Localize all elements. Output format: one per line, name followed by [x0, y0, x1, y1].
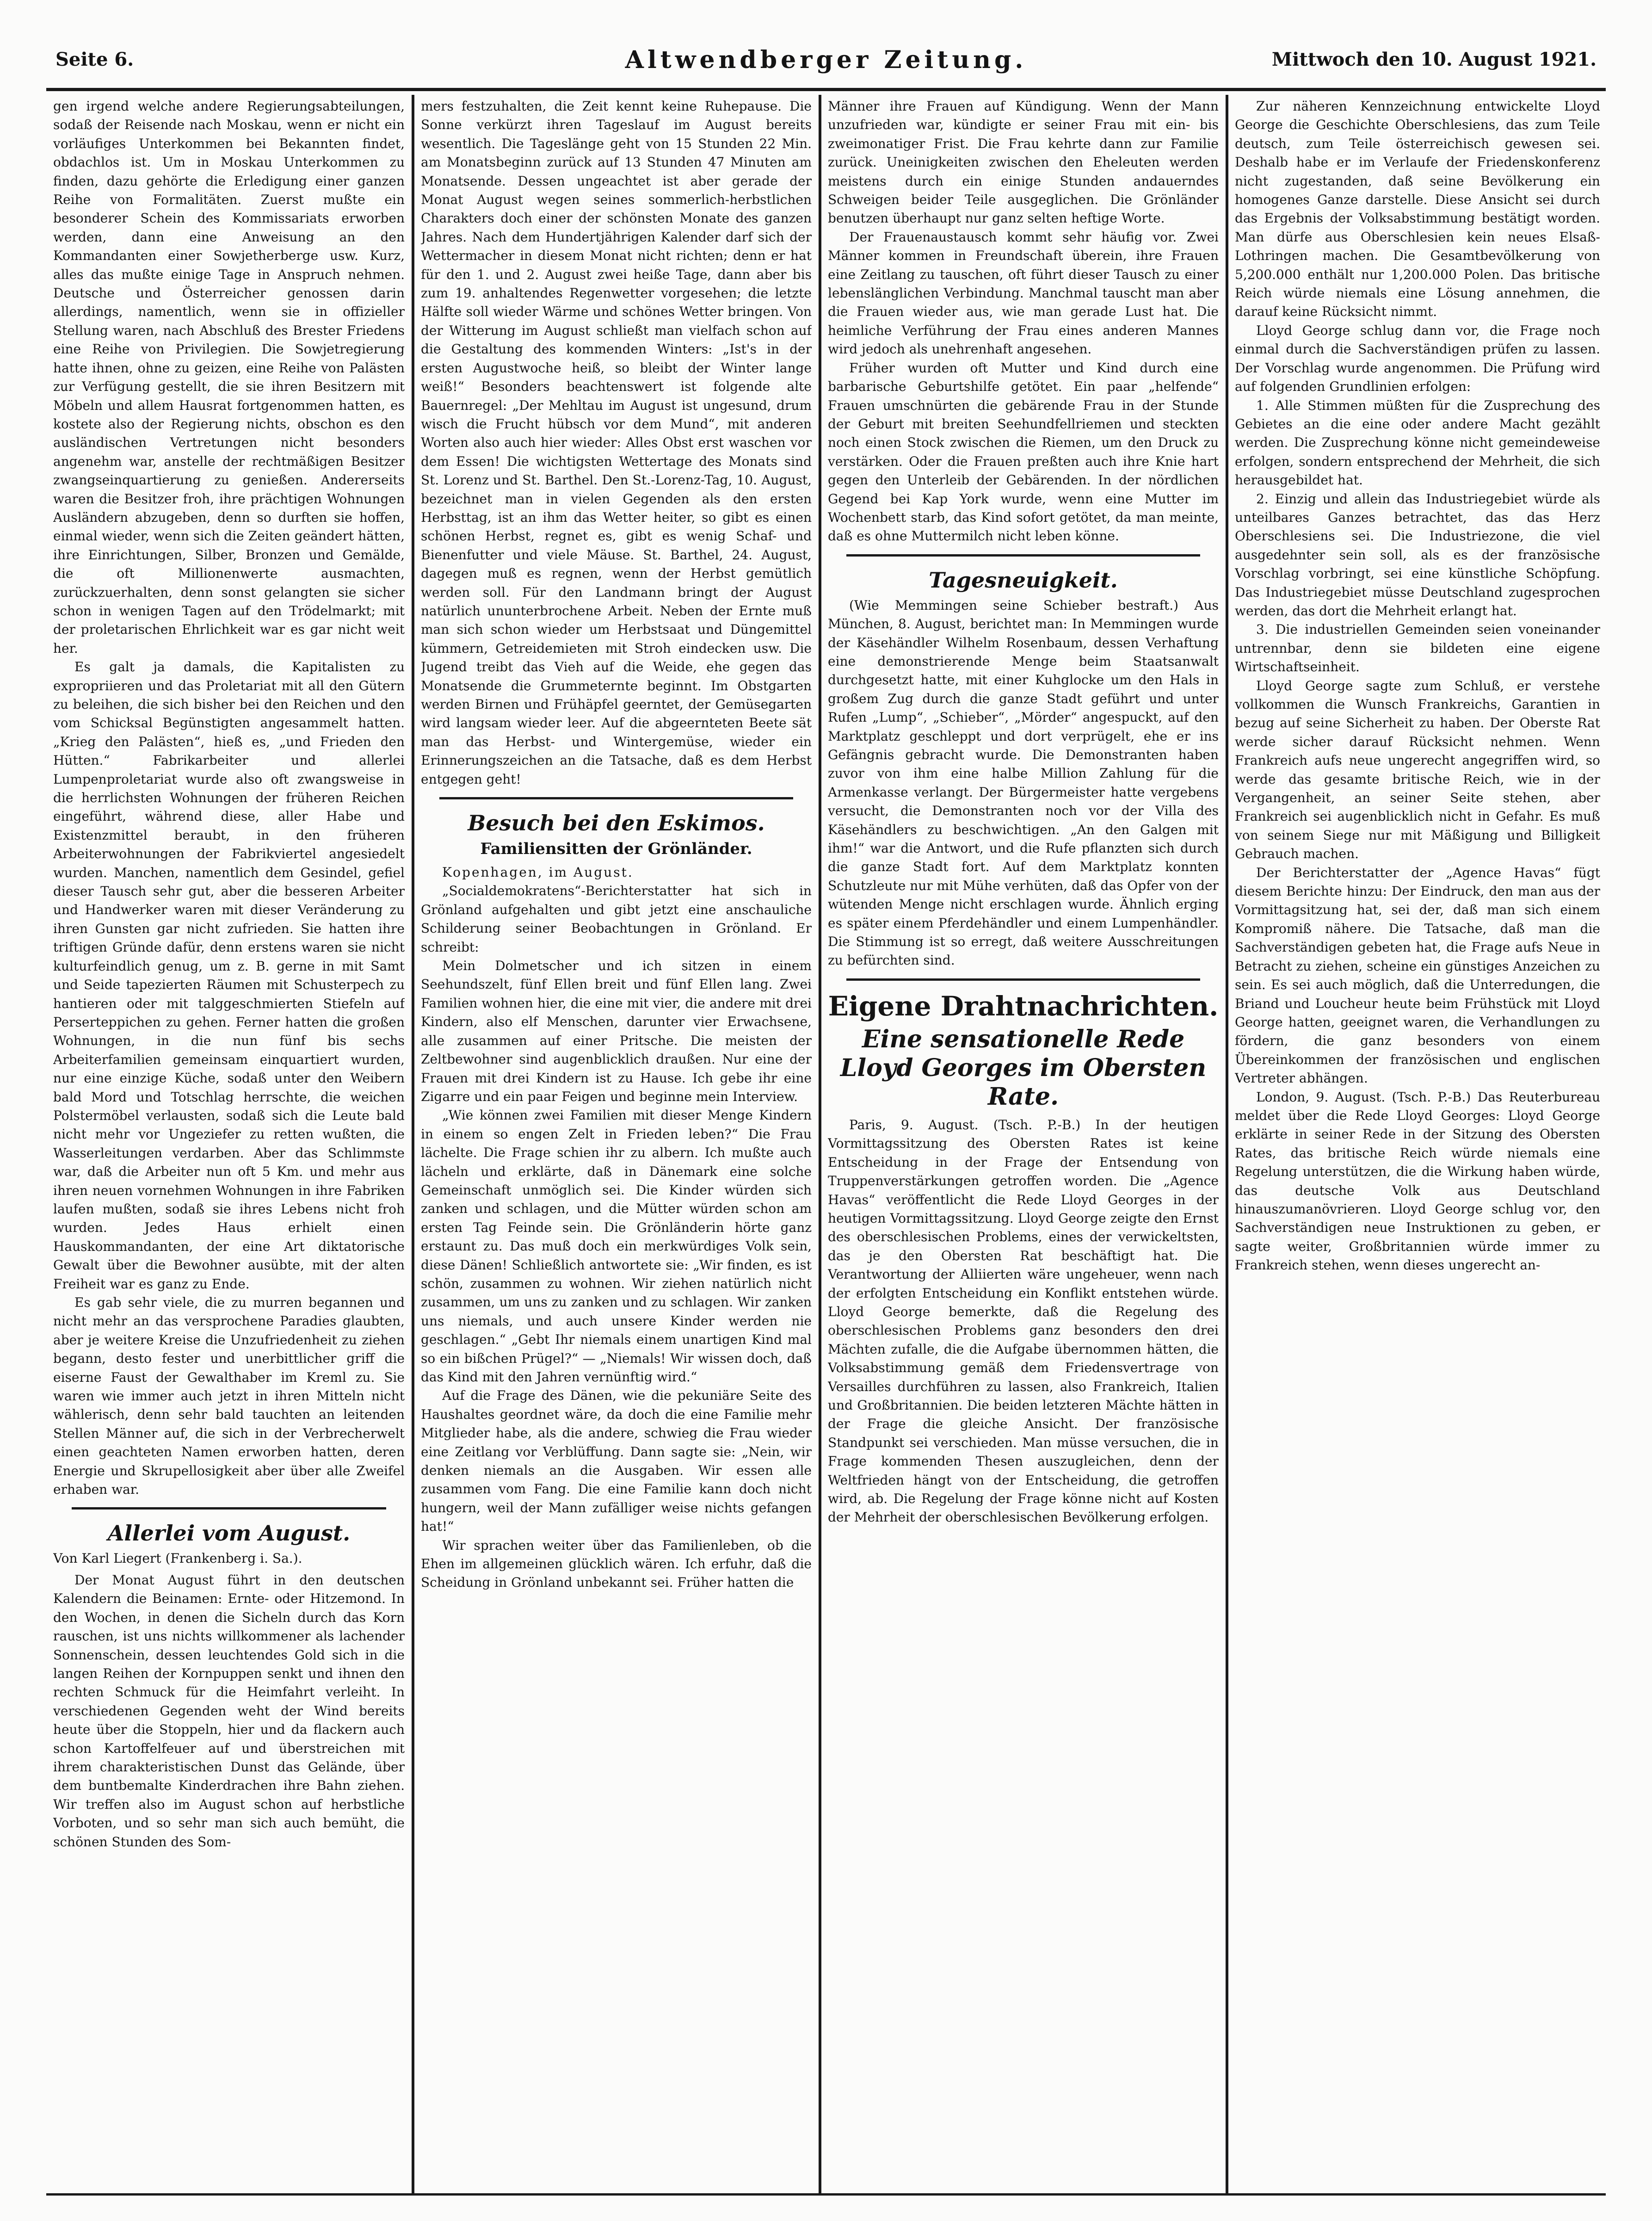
- headline-allerlei: Allerlei vom August.: [107, 1521, 351, 1546]
- section-rule: [439, 797, 793, 799]
- headline-eskimos: Besuch bei den Eskimos.: [468, 810, 765, 836]
- byline: Von Karl Liegert (Frankenberg i. Sa.).: [53, 1551, 302, 1566]
- article-paragraph: 3. Die industriellen Gemeinden seien voneinander untrennbar, denn sie bildeten eine eigene Wirtschaftseinheit.: [1235, 622, 1600, 675]
- article-paragraph: Lloyd George sagte zum Schluß, er verstehe vollkommen die Wunsch Frankreichs, Garantien in bezug auf seine Sicherheit zu haben. Der Oberste Rat werde sicher darauf Rücksicht nehmen. Wenn Frankreich aufs neue ungerecht angegriffen wird, so werde das gesamte britische Reich, wie in der Vergangenheit, an seiner Seite stehen, aber Frankreich sei augenblicklich nicht in Gefahr. Es muß von seinem Siege nur mit Mäßigung und Billigkeit Gebrauch machen.: [1235, 678, 1600, 862]
- section-rule: [846, 978, 1200, 981]
- column-3: [828, 97, 1219, 2193]
- dateline: Kopenhagen, im August.: [442, 865, 634, 880]
- issue-date: Mittwoch den 10. August 1921.: [1271, 49, 1597, 70]
- article-paragraph: Paris, 9. August. (Tsch. P.-B.) In der heutigen Vormittagssitzung des Obersten Rates ist keine Entscheidung in der Frage der Entsendung von Truppenverstärkungen getroffen worden. Die „Agence Havas“ veröffentlicht die Rede Lloyd Georges in der heutigen Vormittagssitzung. Lloyd George zeigte den Ernst des oberschlesischen Problems, eines der verwickeltsten, das je den Obersten Rat beschäftigt hat. Die Verantwortung der Alliierten wäre ungeheuer, wenn nach der erfolgten Entscheidung ein Konflikt entstehen würde. Lloyd George bemerkte, daß die Regelung des oberschlesischen Problems ganz besonders den drei Mächten zufalle, die die Aufgabe übernommen hätten, die Volksabstimmung gemäß dem Friedensvertrage von Versailles durchführen zu lassen, also Frankreich, Italien und Großbritannien. Die beiden letzteren Mächte hätten in der Frage die gleiche Ansicht. Der französische Standpunkt sei verschieden. Man müsse versuchen, die in Frage kommenden Thesen auszugleichen, denn der Weltfrieden hängt von der Entscheidung, die getroffen wird, ab. Die Regelung der Frage könne nicht auf Kosten der Mehrheit der oberschlesischen Bevölkerung erfolgen.: [828, 1117, 1219, 1525]
- article-paragraph: (Wie Memmingen seine Schieber bestraft.) Aus München, 8. August, berichtet man: In Memmingen wurde der Käsehändler Wilhelm Rosenbaum, dessen Verhaftung eine demonstrierende Menge beim Staatsanwalt durchgesetzt hatte, mit einer Kuhglocke um den Hals in großem Zug durch die ganze Stadt geführt und unter Rufen „Lump“, „Schieber“, „Mörder“ angespuckt, auf den Marktplatz geschleppt und dort verprügelt, ehe er ins Gefängnis gebracht wurde. Die Demonstranten haben zuvor von ihm eine halbe Million Zahlung für die Armenkasse verlangt. Der Bürgermeister hatte vergebens versucht, die Demonstranten noch vor der Villa des Käsehändlers zu beschwichtigen. „An den Galgen mit ihm!“ war die Antwort, und die Rufe pflanzten sich durch die ganze Stadt fort. Auf dem Marktplatz konnten Schutzleute nur mit Mühe verhüten, daß das Opfer von der wütenden Menge nicht erschlagen wurde. Ähnlich erging es später einem Pferdehändler und einem Lumpenhändler. Die Stimmung ist so erregt, daß weitere Ausschreitungen zu befürchten sind.: [828, 597, 1219, 968]
- article-paragraph: Der Frauenaustausch kommt sehr häufig vor. Zwei Männer kommen in Freundschaft überein, ihre Frauen eine Zeitlang zu tauschen, oft führt dieser Tausch zu einer lebenslänglichen Verbindung. Manchmal tauscht man aber die Frauen wieder aus, wie man gerade Lust hat. Die heimliche Verführung der Frau eines anderen Mannes wird jedoch als unehrenhaft angesehen.: [828, 229, 1219, 357]
- article-paragraph: Männer ihre Frauen auf Kündigung. Wenn der Mann unzufrieden war, kündigte er seiner Frau mit ein- bis zweimonatiger Frist. Die Frau kehrte dann zur Familie zurück. Uneinigkeiten zwischen den Eheleuten werden meistens durch ein einige Stunden andauerndes Schweigen beider Teile ausgeglichen. Die Grönländer benutzen überhaupt nur ganz selten heftige Worte.: [828, 99, 1219, 226]
- article-paragraph: „Socialdemokratens“-Berichterstatter hat sich in Grönland aufgehalten und gibt jetzt eine anschauliche Schilderung seiner Beobachtungen in Grönland. Er schreibt:: [421, 883, 812, 955]
- page-header: [55, 46, 1597, 76]
- page-number: Seite 6.: [55, 49, 134, 70]
- article-paragraph: mers festzuhalten, die Zeit kennt keine Ruhepause. Die Sonne verkürzt ihren Tageslauf im August bereits wesentlich. Die Tageslänge geht von 15 Stunden 22 Min. am Monatsbeginn zurück auf 13 Stunden 47 Minuten am Monatsende. Dessen ungeachtet ist aber gerade der Monat August wegen seines sommerlich-herbstlichen Charakters doch einer der schönsten Monate des ganzen Jahres. Nach dem Hundertjährigen Kalender darf sich der Wettermacher in diesem Monat nicht richten; denn er hat für den 1. und 2. August zwei heiße Tage, dann aber bis zum 19. anhaltendes Regenwetter vorgesehen; die letzte Hälfte soll wieder Wärme und schönes Wetter bringen. Von der Witterung im August schließt man vielfach schon auf die Gestaltung des kommenden Winters: „Ist's in der ersten Augustwoche heiß, so bleibt der Winter lange weiß!“ Besonders beachtenswert ist folgende alte Bauernregel: „Der Mehltau im August ist ungesund, drum wisch die Frucht hübsch vor dem Mund“, mit anderen Worten also auch hier wieder: Alles Obst erst waschen vor dem Essen! Die wichtigsten Wettertage des Monats sind St. Lorenz und St. Barthel. Den St.-Lorenz-Tag, 10. August, bezeichnet man in vielen Gegenden als den ersten Herbsttag, ist an ihm das Wetter heiter, so gibt es einen schönen Herbst, regnet es, gibt es wenig Schaf- und Bienenfutter und viele Mäuse. St. Barthel, 24. August, dagegen muß es regnen, wenn der Herbst gemütlich werden soll. Für den Landmann bringt der August natürlich ununterbrochene Arbeit. Neben der Ernte muß man sich schon wieder um Herbstsaat und Düngemittel kümmern, Getreidemieten mit Stroh eindecken usw. Die Jugend treibt das Vieh auf die Weide, ehe gegen das Monatsende die Grummeternte beginnt. Im Obstgarten werden Birnen und Frühäpfel geerntet, der Gemüsegarten wird langsam wieder leer. Auf die abgeernteten Beete sät man das Herbst- und Wintergemüse, wieder ein Erinnerungszeichen an die Tatsache, daß es dem Herbst entgegen geht!: [421, 99, 812, 787]
- article-paragraph: Es galt ja damals, die Kapitalisten zu expropriieren und das Proletariat mit all den Gütern zu beleihen, die sich bisher bei den Reichen und den vom Schicksal Begünstigten angesammelt hatten. „Krieg den Palästen“, hieß es, „und Frieden den Hütten.“ Fabrikarbeiter und allerlei Lumpenproletariat wurde also oft zwangsweise in die herrlichsten Wohnungen der früheren Reichen eingeführt, während diese, aller Habe und Existenzmittel beraubt, in den früheren Arbeiterwohnungen der Fabrikviertel angesiedelt wurden. Manchen, namentlich dem Gesindel, gefiel dieser Tausch sehr gut, aber die besseren Arbeiter und Handwerker waren mit dieser Veränderung zu ihren Gunsten gar nicht zufrieden. Sie hatten ihre triftigen Gründe dafür, denn erstens waren sie nicht kulturfeindlich genug, um z. B. gerne in mit Samt und Seide tapezierten Räumen mit Schusterpech zu hantieren oder mit talggeschmierten Stiefeln auf Perserteppichen zu gehen. Ferner hatten die großen Wohnungen, in die nun fünf bis sechs Arbeiterfamilien gemeinsam einquartiert wurden, nur eine einzige Küche, sodaß unter den Weibern bald Mord und Totschlag herrschte, die weichen Polstermöbel verlausten, sodaß sich die Leute bald nicht mehr vor Ungeziefer zu retten wußten, die Wasserleitungen verdarben. Aber das Schlimmste war, daß die Arbeiter nun oft 5 Km. und mehr aus ihren neuen vornehmen Wohnungen in ihre Fabriken laufen mußten, sodaß sie ihres Lebens nicht froh wurden. Jedes Haus erhielt einen Hauskommandanten, der eine Art diktatorische Gewalt über die Bewohner ausübte, mit der alten Freiheit war es ganz zu Ende.: [53, 659, 405, 1292]
- column-divider: [1226, 95, 1228, 2193]
- article-paragraph: 2. Einzig und allein das Industriegebiet würde als unteilbares Ganzes betrachtet, das das Herz Oberschlesiens sei. Die Industriezone, die viel ausgedehnter sein soll, als es der französische Vorschlag vorbringt, sei eine künstliche Schöpfung. Das Industriegebiet müsse Deutschland zugesprochen werden, das dort die Mehrheit erlangt hat.: [1235, 491, 1600, 619]
- headline-tagesneuigkeit: Tagesneuigkeit.: [929, 567, 1118, 593]
- article-paragraph: gen irgend welche andere Regierungsabteilungen, sodaß der Reisende nach Moskau, wenn er nicht ein vorläufiges Unterkommen bei Bekannten findet, obdachlos ist. Um in Moskau Unterkommen zu finden, dazu gehörte die Erledigung einer ganzen Reihe von Formalitäten. Zuerst mußte ein besonderer Schein des Kommissariats erworben werden, dann eine Anweisung an den Kommandanten einer Sowjetherberge usw. Kurz, alles das mußte einige Tage in Anspruch nehmen. Deutsche und Österreicher genossen darin allerdings, namentlich, wenn sie in offizieller Stellung waren, nach Abschluß des Brester Friedens eine Reihe von Privilegien. Die Sowjetregierung hatte ihnen, ohne zu geizen, eine Reihe von Palästen zur Verfügung gestellt, die sie ihren Besitzern mit Möbeln und allem Hausrat fortgenommen hatten, es kostete also der Regierung nichts, obschon es den ausländischen Vertretungen nicht besonders angenehm war, anstelle der rechtmäßigen Besitzer zwangseinquartierung zu genießen. Andererseits waren die Besitzer froh, ihre prächtigen Wohnungen Ausländern abzugeben, denn so durften sie hoffen, einmal wieder, wenn sich die Zeiten geändert hätten, ihre Einrichtungen, Silber, Bronzen und Gemälde, die oft Millionenwerte ausmachten, zurückzuerhalten, denn sonst gelangten sie sicher schon in wenigen Tagen auf den Trödelmarkt; mit der proletarischen Ehrlichkeit war es gar nicht weit her.: [53, 99, 405, 656]
- article-paragraph: Mein Dolmetscher und ich sitzen in einem Seehundszelt, fünf Ellen breit und fünf Ellen lang. Zwei Familien wohnen hier, die eine mit vier, die andere mit drei Kindern, also elf Menschen, darunter vier Erwachsene, alle zusammen auf einer Pritsche. Die meisten der Zeltbewohner sind augenblicklich draußen. Nur eine der Frauen mit drei Kindern ist zu Hause. Ich gebe ihr eine Zigarre und ein paar Feigen und beginne mein Interview.: [421, 958, 812, 1104]
- article-paragraph: Es gab sehr viele, die zu murren begannen und nicht mehr an das versprochene Paradies glaubten, aber je weitere Kreise die Unzufriedenheit zu ziehen begann, desto fester und unerbittlicher griff die eiserne Faust der Gewalthaber im Kreml zu. Sie waren wie immer auch jetzt in ihren Mitteln nicht wählerisch, denn sehr bald tauchten an leitenden Stellen Männer auf, die sich in der Verbrecherwelt einen geachteten Namen erworben hatten, deren Energie und Skrupellosigkeit aber über alle Zweifel erhaben war.: [53, 1295, 405, 1497]
- article-paragraph: Wir sprachen weiter über das Familienleben, ob die Ehen im allgemeinen glücklich wären. Ich erfuhr, daß die Scheidung in Grönland unbekannt sei. Früher hatten die: [421, 1537, 812, 1590]
- subheadline-eskimos: Familiensitten der Grönländer.: [480, 840, 752, 859]
- column-divider: [412, 95, 414, 2193]
- article-paragraph: Der Berichterstatter der „Agence Havas“ fügt diesem Berichte hinzu: Der Eindruck, den man aus der Vormittagsitzung hat, sei der, daß man sich einem Kompromiß nähere. Die Tatsache, daß man die Sachverständigen gebeten hat, die Frage aufs Neue in Betracht zu ziehen, scheine ein günstiges Anzeichen zu sein. Es sei auch möglich, daß die Unterredungen, die Briand und Loucheur heute beim Frühstück mit Lloyd George hatten, geeignet waren, die Verhandlungen zu fördern, die ganz besonders von einem Übereinkommen der französischen und englischen Vertreter abhängen.: [1235, 865, 1600, 1086]
- article-paragraph: 1. Alle Stimmen müßten für die Zusprechung des Gebietes an die eine oder andere Macht gezählt werden. Die Zusprechung könne nicht gemeindeweise erfolgen, sondern entsprechend der Mehrheit, die sich herausgebildet hat.: [1235, 397, 1600, 488]
- article-paragraph: Auf die Frage des Dänen, wie die pekuniäre Seite des Haushaltes geordnet wäre, da doch die eine Familie mehr Mitglieder habe, als die andere, schwieg die Frau wieder eine Zeitlang vor Verblüffung. Dann sagte sie: „Nein, wir denken niemals an die Ausgaben. Wir essen alle zusammen vom Fang. Die eine Familie kann doch nicht hungern, weil der Mann zufälliger weise nichts gefangen hat!“: [421, 1388, 812, 1534]
- article-paragraph: „Wie können zwei Familien mit dieser Menge Kindern in einem so engen Zelt in Frieden leben?“ Die Frau lächelte. Die Frage schien ihr zu albern. Ich mußte auch lächeln und erklärte, daß in Dänemark eine solche Gemeinschaft unmöglich sei. Die Kinder würden sich zanken und schlagen, und die Mütter würden schon am ersten Tag Feinde sein. Die Grönländerin hörte ganz erstaunt zu. Das muß doch ein merkwürdiges Volk sein, diese Dänen! Schließlich antwortete sie: „Wir finden, es ist schön, zusammen zu wohnen. Wir ziehen natürlich nicht zusammen, um uns zu zanken und zu schlagen. Wir zanken uns niemals, und auch unsere Kinder werden nie geschlagen.“ „Gebt Ihr niemals einem unartigen Kind mal so ein bißchen Prügel?“ — „Niemals! Wir wissen doch, daß das Kind mit den Jahren vernünftig wird.“: [421, 1107, 812, 1385]
- article-paragraph: London, 9. August. (Tsch. P.-B.) Das Reuterbureau meldet über die Rede Lloyd Georges: Lloyd George erklärte in seiner Rede in der Sitzung des Obersten Rates, das britische Reich würde niemals eine Regelung unterstützen, die die Wirkung haben würde, das deutsche Volk aus Deutschland hinauszumanövrieren. Lloyd George schlug vor, den Sachverständigen neue Instruktionen zu geben, er sagte weiter, Großbritannien würde immer zu Frankreich stehen, wenn dieses ungerecht an-: [1235, 1089, 1600, 1273]
- article-paragraph: Der Monat August führt in den deutschen Kalendern die Beinamen: Ernte- oder Hitzemond. In den Wochen, in denen die Sicheln durch das Korn rauschen, ist uns nichts willkommener als lachender Sonnenschein, dessen leuchtendes Gold sich in die langen Reihen der Kornpuppen senkt und ihnen den rechten Schmuck für die Heimfahrt verleiht. In verschiedenen Gegenden weht der Wind bereits heute über die Stoppeln, hier und da flackern auch schon Kartoffelfeuer auf und überstreichen mit ihrem charakteristischen Dunst das Gelände, über dem buntbemalte Kinderdrachen ihre Bahn ziehen. Wir treffen also im August schon auf herbstliche Vorboten, und so sehr man sich auch bemüht, die schönen Stunden des Som-: [53, 1572, 405, 1850]
- article-paragraph: Zur näheren Kennzeichnung entwickelte Lloyd George die Geschichte Oberschlesiens, das zum Teile deutsch, zum Teile österreichisch gewesen sei. Deshalb habe er im Verlaufe der Friedenskonferenz nicht zugestanden, daß seine Bevölkerung ein homogenes Ganze darstelle. Diese Ansicht sei durch das Ergebnis der Volksabstimmung bestätigt worden. Man dürfe aus Oberschlesien kein neues Elsaß-Lothringen machen. Die Gesamtbevölkerung von 5,200.000 enthält nur 1,200.000 Polen. Das britische Reich würde niemals eine Lösung annehmen, die darauf keine Rücksicht nimmt.: [1235, 99, 1600, 320]
- header-rule: [46, 88, 1606, 91]
- section-rule: [72, 1507, 386, 1510]
- headline-drahtnachrichten: Eigene Drahtnachrichten.: [828, 990, 1219, 1022]
- masthead-title: Altwendberger Zeitung.: [625, 46, 1027, 74]
- article-paragraph: Früher wurden oft Mutter und Kind durch eine barbarische Geburtshilfe getötet. Ein paar „helfende“ Frauen umschnürten die gebärende Frau in der Stunde der Geburt mit breiten Seehundfellriemen und steckten noch einen Stock zwischen die Riemen, um den Druck zu verstärken. Oder die Frauen preßten auch ihre Knie hart gegen den Unterleib der Gebärenden. In der nördlichen Gegend bei Kap York wurde, wenn eine Mutter im Wochenbett starb, das Kind sofort getötet, da man meinte, daß es ohne Muttermilch nicht leben könne.: [828, 360, 1219, 544]
- article-paragraph: Lloyd George schlug dann vor, die Frage noch einmal durch die Sachverständigen prüfen zu lassen. Der Vorschlag wurde angenommen. Die Prüfung wird auf folgenden Grundlinien erfolgen:: [1235, 322, 1600, 395]
- headline-rede-lloyd-george: Eine sensationelle Rede Lloyd Georges im Obersten Rate.: [840, 1025, 1207, 1111]
- column-2: [421, 97, 812, 2193]
- footer-rule: [46, 2193, 1606, 2196]
- column-divider: [819, 95, 821, 2193]
- column-4: [1235, 97, 1600, 2193]
- section-rule: [846, 554, 1200, 557]
- column-1: [53, 97, 405, 2193]
